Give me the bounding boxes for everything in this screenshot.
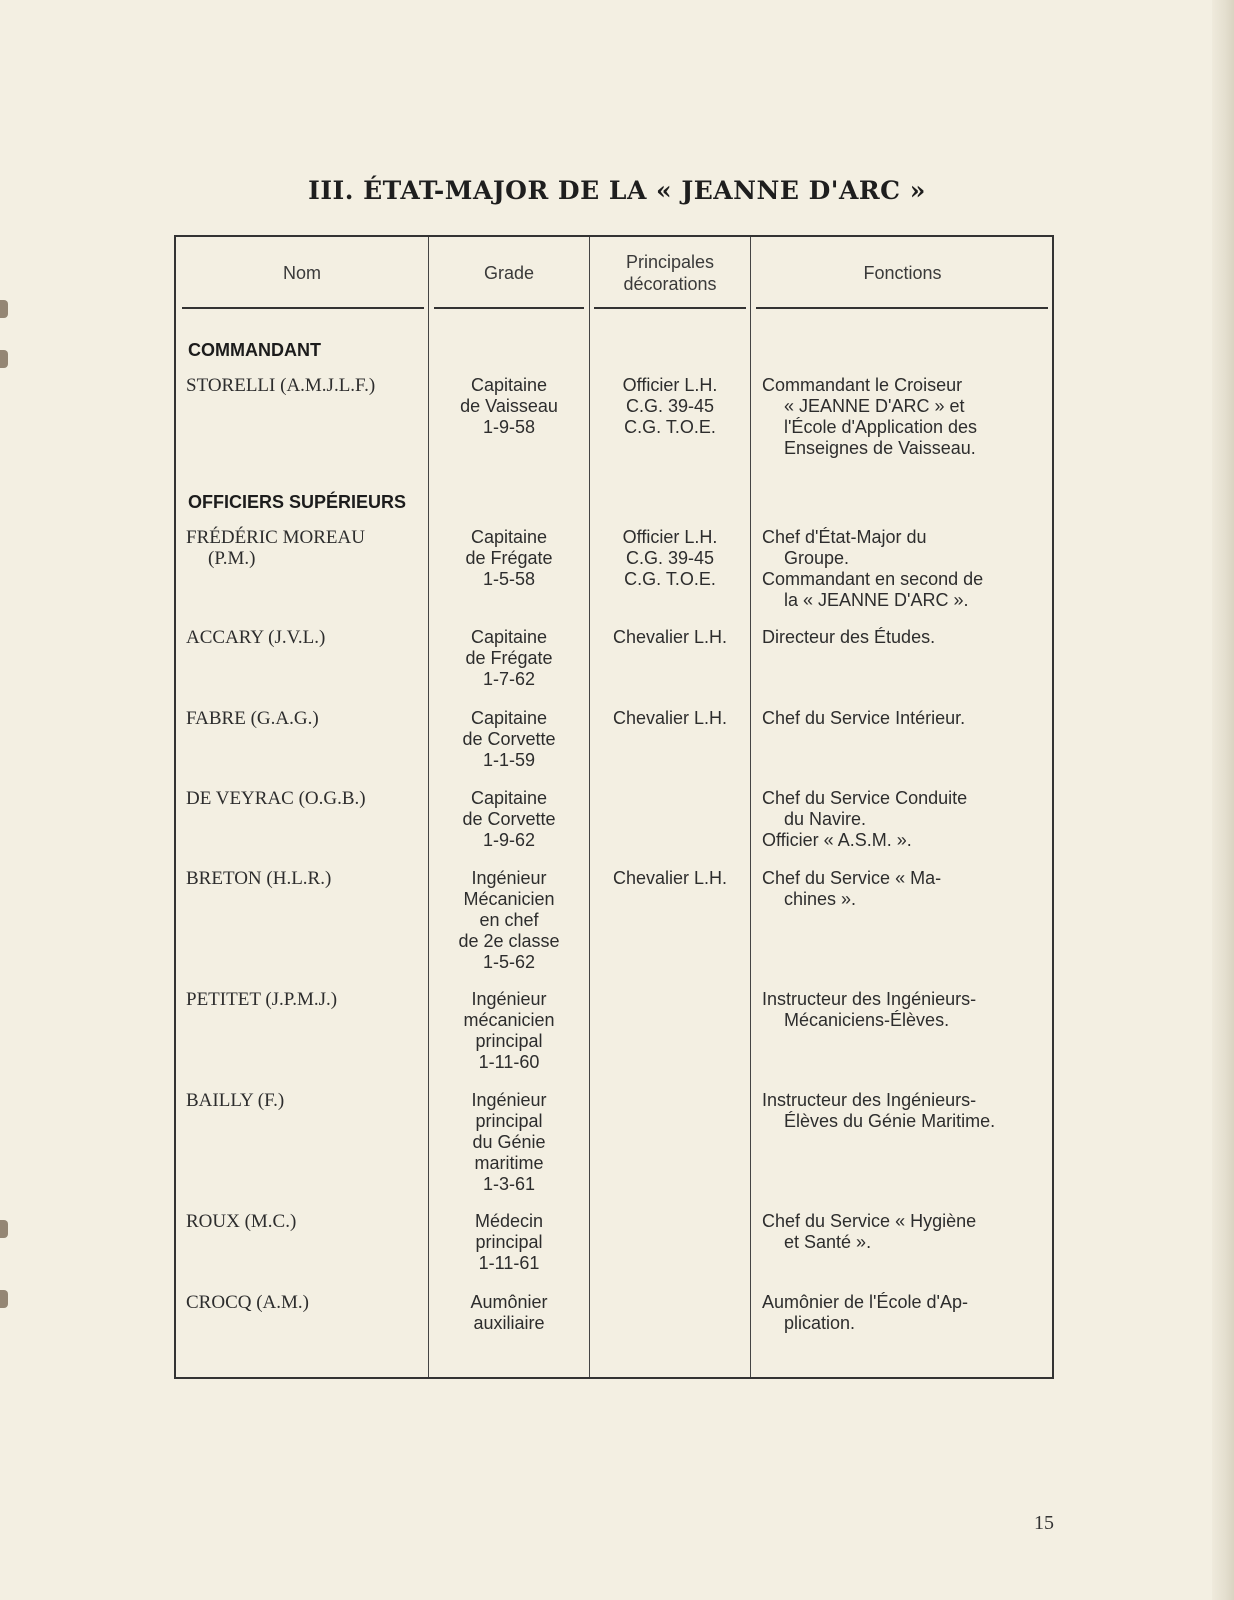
officer-grade-line: Capitaine	[470, 788, 548, 808]
officer-fonctions-line: Chef du Service « Ma-	[762, 868, 942, 888]
officer-fonctions-line: l'École d'Application des	[784, 417, 977, 437]
officer-grade	[429, 1292, 589, 1334]
officer-fonctions	[762, 989, 1030, 1031]
binding-mark	[0, 1290, 8, 1308]
officer-decorations-line: C.G. 39-45	[625, 396, 715, 416]
officer-fonctions-line: Directeur des Études.	[762, 627, 936, 647]
officer-fonctions-line: Aumônier de l'École d'Ap-	[762, 1292, 968, 1312]
header-rule	[182, 307, 424, 309]
officer-fonctions-line: Officier « A.S.M. ».	[762, 830, 912, 850]
header-fonctions: Fonctions	[863, 263, 942, 283]
binding-mark	[0, 300, 8, 318]
officer-grade-line: Capitaine	[470, 708, 548, 728]
officer-name-line: BRETON (H.L.R.)	[186, 868, 332, 889]
officer-decorations	[590, 627, 750, 648]
section-heading: COMMANDANT	[188, 340, 321, 360]
header-rule	[434, 307, 584, 309]
officer-grade-line: Ingénieur	[471, 868, 547, 888]
officer-fonctions-line: Chef du Service Intérieur.	[762, 708, 966, 728]
officer-fonctions-line: Élèves du Génie Maritime.	[784, 1111, 996, 1131]
officer-decorations-line: Chevalier L.H.	[612, 708, 728, 728]
header-rule	[756, 307, 1048, 309]
officer-grade-line: Aumônier	[470, 1292, 548, 1312]
officer-decorations	[590, 527, 750, 590]
officer-grade-line: 1-5-62	[482, 952, 536, 972]
officer-grade-line: de Vaisseau	[460, 396, 558, 416]
officer-name	[186, 1292, 424, 1313]
binding-mark	[0, 350, 8, 368]
officer-grade	[429, 788, 589, 851]
officer-fonctions	[762, 1292, 1030, 1334]
officer-name	[186, 627, 424, 648]
page-title: III. ÉTAT-MAJOR DE LA « JEANNE D'ARC »	[308, 176, 926, 205]
officer-name-line: PETITET (J.P.M.J.)	[186, 989, 338, 1010]
officer-grade-line: mécanicien	[463, 1010, 555, 1030]
officer-grade-line: de 2e classe	[458, 931, 560, 951]
officer-name-line: DE VEYRAC (O.G.B.)	[186, 788, 366, 809]
officer-name-line: CROCQ (A.M.)	[186, 1292, 309, 1313]
officer-decorations	[590, 868, 750, 889]
officer-grade-line: 1-11-60	[478, 1052, 540, 1072]
binding-mark	[0, 1220, 8, 1238]
officer-grade-line: Mécanicien	[463, 889, 555, 909]
officer-fonctions	[762, 1090, 1030, 1132]
header-decorations-line: décorations	[623, 274, 717, 294]
header-nom: Nom	[282, 263, 321, 283]
officer-grade	[429, 989, 589, 1073]
officer-grade-line: de Corvette	[462, 729, 556, 749]
officer-name	[186, 527, 424, 569]
officer-grade-line: maritime	[474, 1153, 544, 1173]
officer-fonctions-line: plication.	[784, 1313, 856, 1333]
officer-decorations-line: Chevalier L.H.	[612, 627, 728, 647]
officer-fonctions-line: Chef du Service Conduite	[762, 788, 968, 808]
officer-grade-line: auxiliaire	[473, 1313, 545, 1333]
officer-grade-line: principal	[475, 1232, 543, 1252]
officer-name-line: ROUX (M.C.)	[186, 1211, 297, 1232]
officer-grade-line: en chef	[479, 910, 539, 930]
officer-fonctions	[762, 868, 1030, 910]
officer-grade-line: Ingénieur	[471, 1090, 547, 1110]
officer-fonctions-line: du Navire.	[784, 809, 867, 829]
officer-grade-line: 1-11-61	[478, 1253, 540, 1273]
officer-grade	[429, 527, 589, 590]
officer-grade	[429, 868, 589, 973]
officer-fonctions-line: Enseignes de Vaisseau.	[784, 438, 976, 458]
officer-decorations-line: Officier L.H.	[622, 527, 718, 547]
officer-name	[186, 708, 424, 729]
header-decorations-line: Principales	[625, 252, 715, 272]
officer-name	[186, 989, 424, 1010]
officer-fonctions	[762, 1211, 1030, 1253]
column-divider	[750, 237, 751, 1377]
officer-fonctions	[762, 527, 1030, 611]
officer-grade-line: Ingénieur	[471, 989, 547, 1009]
section-heading: OFFICIERS SUPÉRIEURS	[188, 492, 407, 512]
officer-fonctions-line: Chef d'État-Major du	[762, 527, 927, 547]
officer-name-line: BAILLY (F.)	[186, 1090, 285, 1111]
officer-fonctions-line: chines ».	[784, 889, 857, 909]
officer-fonctions-line: Mécaniciens-Élèves.	[784, 1010, 950, 1030]
page-number: 15	[1034, 1512, 1054, 1534]
officer-grade-line: de Corvette	[462, 809, 556, 829]
officer-grade	[429, 1211, 589, 1274]
officer-fonctions-line: Commandant le Croiseur	[762, 375, 963, 395]
officer-decorations-line: Officier L.H.	[622, 375, 718, 395]
officer-fonctions-line: Chef du Service « Hygiène	[762, 1211, 977, 1231]
officer-decorations-line: C.G. T.O.E.	[624, 569, 716, 589]
officer-name-line: STORELLI (A.M.J.L.F.)	[186, 375, 376, 396]
officer-name	[186, 788, 424, 809]
officer-grade-line: 1-9-58	[482, 417, 536, 437]
officer-name	[186, 375, 424, 396]
officer-grade-line: de Frégate	[465, 548, 553, 568]
officer-grade-line: de Frégate	[465, 648, 553, 668]
officer-grade-line: 1-1-59	[482, 750, 536, 770]
officer-grade	[429, 627, 589, 690]
officer-name-line: FRÉDÉRIC MOREAU	[186, 527, 365, 548]
header-rule	[594, 307, 746, 309]
officer-decorations-line: C.G. 39-45	[625, 548, 715, 568]
officer-fonctions-line: la « JEANNE D'ARC ».	[784, 590, 969, 610]
officer-grade	[429, 708, 589, 771]
officer-name	[186, 1090, 424, 1111]
officer-grade-line: 1-7-62	[482, 669, 536, 689]
officer-fonctions	[762, 375, 1030, 459]
officer-fonctions-line: et Santé ».	[784, 1232, 872, 1252]
officer-fonctions	[762, 627, 1030, 648]
officer-fonctions-line: Commandant en second de	[762, 569, 984, 589]
officer-decorations	[590, 375, 750, 438]
officer-name-line: FABRE (G.A.G.)	[186, 708, 319, 729]
officer-decorations-line: Chevalier L.H.	[612, 868, 728, 888]
officer-name	[186, 868, 424, 889]
officer-fonctions	[762, 708, 1030, 729]
officer-grade	[429, 375, 589, 438]
officer-grade-line: Médecin	[474, 1211, 544, 1231]
officer-fonctions-line: Instructeur des Ingénieurs-	[762, 1090, 977, 1110]
officer-name	[186, 1211, 424, 1232]
officer-decorations	[590, 708, 750, 729]
officer-grade-line: principal	[475, 1031, 543, 1051]
officer-name-line: ACCARY (J.V.L.)	[186, 627, 326, 648]
officer-fonctions-line: Instructeur des Ingénieurs-	[762, 989, 977, 1009]
officer-grade-line: 1-3-61	[482, 1174, 536, 1194]
officer-grade	[429, 1090, 589, 1195]
officer-grade-line: 1-9-62	[482, 830, 536, 850]
officer-grade-line: du Génie	[472, 1132, 546, 1152]
officer-grade-line: Capitaine	[470, 627, 548, 647]
officer-fonctions	[762, 788, 1030, 851]
officer-grade-line: principal	[475, 1111, 543, 1131]
staff-table	[174, 235, 1054, 1379]
officer-name-line: (P.M.)	[208, 548, 256, 569]
officer-grade-line: Capitaine	[470, 375, 548, 395]
officer-grade-line: 1-5-58	[482, 569, 536, 589]
page-edge	[1212, 0, 1234, 1600]
officer-fonctions-line: « JEANNE D'ARC » et	[784, 396, 965, 416]
officer-grade-line: Capitaine	[470, 527, 548, 547]
officer-decorations-line: C.G. T.O.E.	[624, 417, 716, 437]
header-decorations	[590, 237, 750, 309]
officer-fonctions-line: Groupe.	[784, 548, 850, 568]
header-grade: Grade	[483, 263, 535, 283]
